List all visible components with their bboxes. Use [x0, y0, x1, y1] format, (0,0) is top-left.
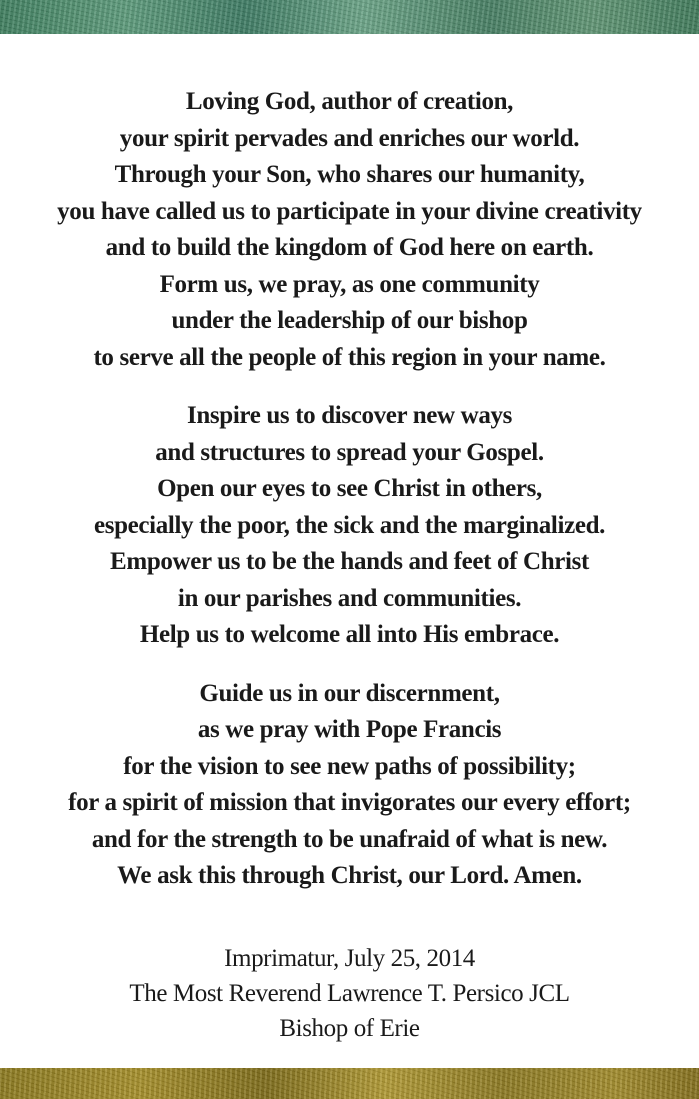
- stanza-2: [0, 398, 699, 654]
- prayer-line: as we pray with Pope Francis: [197, 716, 502, 743]
- prayer-line: Empower us to be the hands and feet of Christ: [110, 548, 589, 575]
- prayer-line: for the vision to see new paths of possibility;: [123, 752, 576, 780]
- imprimatur-block: [0, 941, 699, 1046]
- prayer-line: and to build the kingdom of God here on earth.: [105, 234, 594, 261]
- prayer-line: Loving God, author of creation,: [185, 88, 514, 115]
- stanza-3: [0, 676, 699, 895]
- bishop-title: Bishop of Erie: [279, 1015, 420, 1042]
- stanza-1: [0, 84, 699, 376]
- prayer-line: Through your Son, who shares our humanity,: [114, 161, 585, 188]
- prayer-line: and structures to spread your Gospel.: [155, 438, 544, 466]
- prayer-line: your spirit pervades and enriches our world.: [119, 124, 580, 152]
- prayer-line: especially the poor, the sick and the marginalized.: [93, 511, 606, 539]
- prayer-line: to serve all the people of this region in your name.: [93, 343, 606, 371]
- prayer-line: in our parishes and communities.: [177, 584, 522, 612]
- prayer-line: for a spirit of mission that invigorates our every effort;: [68, 789, 631, 816]
- bottom-decorative-band: [0, 1068, 699, 1099]
- prayer-line: Inspire us to discover new ways: [186, 402, 513, 429]
- prayer-line: Help us to welcome all into His embrace.: [139, 621, 560, 648]
- prayer-line: under the leadership of our bishop: [171, 307, 528, 334]
- prayer-line: Open our eyes to see Christ in others,: [157, 475, 542, 502]
- prayer-text: [0, 84, 699, 917]
- prayer-line: We ask this through Christ, our Lord. Amen.: [117, 862, 582, 889]
- top-decorative-band: [0, 0, 699, 34]
- prayer-line: Guide us in our discernment,: [199, 679, 500, 707]
- prayer-line: Form us, we pray, as one community: [159, 270, 540, 298]
- prayer-line: you have called us to participate in your divine creativity: [57, 197, 642, 225]
- imprimatur-date: Imprimatur, July 25, 2014: [224, 945, 475, 972]
- prayer-line: and for the strength to be unafraid of what is new.: [91, 825, 608, 853]
- bishop-name: The Most Reverend Lawrence T. Persico JCL: [129, 980, 570, 1007]
